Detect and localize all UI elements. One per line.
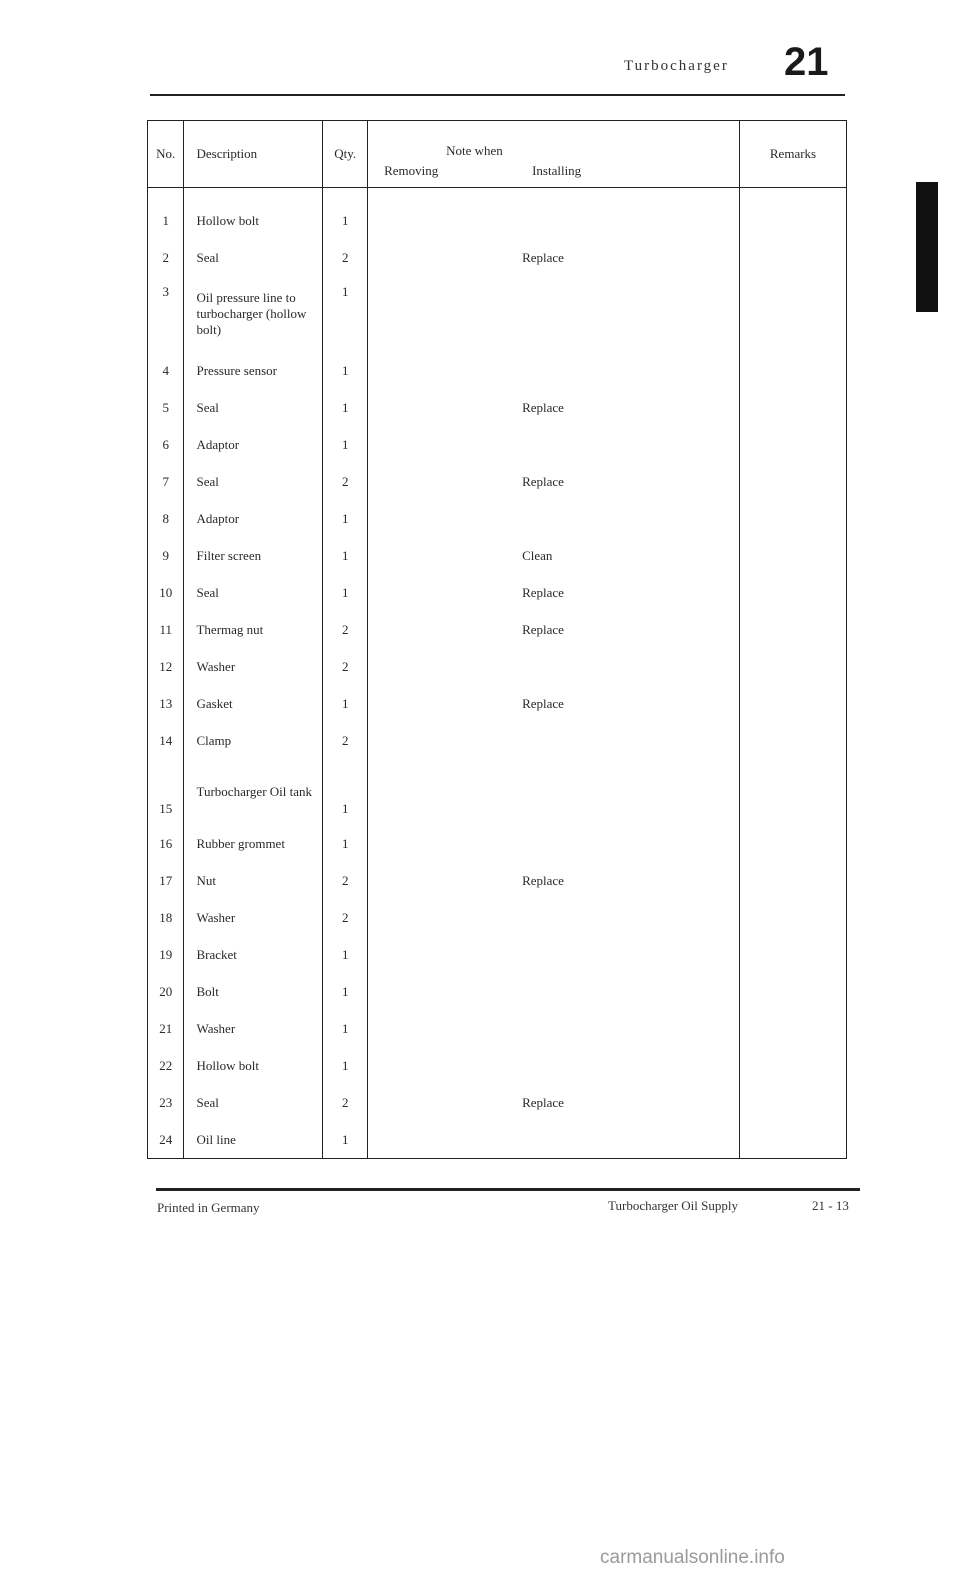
col-header-qty: Qty. xyxy=(323,121,368,188)
table-row xyxy=(148,611,847,648)
footer-printed-in: Printed in Germany xyxy=(157,1200,260,1215)
cell-description: Seal xyxy=(184,574,323,611)
cell-remarks xyxy=(740,463,847,500)
cell-installing-note xyxy=(368,500,740,537)
table-row xyxy=(148,1047,847,1084)
cell-description: Bolt xyxy=(184,973,323,1010)
cell-remarks xyxy=(740,1084,847,1121)
footer-page-number: 21 - 13 xyxy=(812,1198,849,1213)
cell-no: 22 xyxy=(148,1047,184,1084)
cell-qty: 1 xyxy=(323,1047,368,1084)
cell-description: Seal xyxy=(184,389,323,426)
cell-remarks xyxy=(740,936,847,973)
cell-no: 24 xyxy=(148,1121,184,1159)
cell-qty: 1 xyxy=(323,1121,368,1159)
cell-description: Hollow bolt xyxy=(184,1047,323,1084)
cell-qty: 1 xyxy=(323,825,368,862)
table-row xyxy=(148,574,847,611)
cell-qty: 1 xyxy=(323,276,368,352)
table-row xyxy=(148,239,847,276)
cell-qty: 1 xyxy=(323,352,368,389)
cell-no: 11 xyxy=(148,611,184,648)
table-row xyxy=(148,973,847,1010)
watermark: carmanualsonline.info xyxy=(600,1547,785,1568)
cell-description: Pressure sensor xyxy=(184,352,323,389)
cell-description: Turbocharger Oil tank xyxy=(184,759,323,825)
cell-qty: 2 xyxy=(323,463,368,500)
table-row xyxy=(148,1084,847,1121)
table-row xyxy=(148,1010,847,1047)
cell-installing-note xyxy=(368,899,740,936)
cell-remarks xyxy=(740,389,847,426)
table-row xyxy=(148,936,847,973)
cell-no: 17 xyxy=(148,862,184,899)
cell-remarks xyxy=(740,722,847,759)
cell-installing-note: Replace xyxy=(368,574,740,611)
cell-no: 9 xyxy=(148,537,184,574)
cell-installing-note: Replace xyxy=(368,463,740,500)
table-row xyxy=(148,352,847,389)
cell-no: 15 xyxy=(148,759,184,825)
cell-description: Filter screen xyxy=(184,537,323,574)
cell-description: Seal xyxy=(184,239,323,276)
removing-label: Removing xyxy=(384,163,439,178)
table-row xyxy=(148,648,847,685)
table-row xyxy=(148,825,847,862)
col-header-note-when xyxy=(368,121,740,188)
cell-installing-note xyxy=(368,648,740,685)
cell-remarks xyxy=(740,899,847,936)
cell-remarks xyxy=(740,276,847,352)
cell-no: 4 xyxy=(148,352,184,389)
cell-description: Thermag nut xyxy=(184,611,323,648)
cell-remarks xyxy=(740,239,847,276)
cell-description: Adaptor xyxy=(184,500,323,537)
cell-qty: 2 xyxy=(323,722,368,759)
cell-description: Adaptor xyxy=(184,426,323,463)
table-row xyxy=(148,685,847,722)
cell-installing-note: Replace xyxy=(368,239,740,276)
header-rule xyxy=(150,94,845,96)
cell-qty: 1 xyxy=(323,1010,368,1047)
cell-no: 10 xyxy=(148,574,184,611)
cell-description: Nut xyxy=(184,862,323,899)
cell-qty: 1 xyxy=(323,973,368,1010)
cell-no: 14 xyxy=(148,722,184,759)
section-number: 21 xyxy=(784,40,829,84)
cell-installing-note xyxy=(368,276,740,352)
cell-qty: 1 xyxy=(323,936,368,973)
cell-installing-note xyxy=(368,759,740,825)
table-row xyxy=(148,537,847,574)
cell-installing-note xyxy=(368,973,740,1010)
table-row xyxy=(148,500,847,537)
cell-installing-note: Replace xyxy=(368,611,740,648)
cell-remarks xyxy=(740,648,847,685)
cell-no: 23 xyxy=(148,1084,184,1121)
cell-qty: 1 xyxy=(323,188,368,240)
cell-installing-note xyxy=(368,426,740,463)
cell-no: 5 xyxy=(148,389,184,426)
cell-installing-note xyxy=(368,825,740,862)
cell-remarks xyxy=(740,611,847,648)
cell-installing-note: Replace xyxy=(368,685,740,722)
col-header-description: Description xyxy=(184,121,323,188)
cell-description: Hollow bolt xyxy=(184,188,323,240)
table-row xyxy=(148,188,847,240)
installing-label: Installing xyxy=(532,163,582,178)
cell-installing-note xyxy=(368,1121,740,1159)
cell-remarks xyxy=(740,1047,847,1084)
cell-installing-note: Replace xyxy=(368,862,740,899)
cell-qty: 1 xyxy=(323,389,368,426)
cell-installing-note xyxy=(368,1010,740,1047)
table-row xyxy=(148,1121,847,1159)
cell-installing-note xyxy=(368,1047,740,1084)
parts-table xyxy=(147,120,847,1159)
cell-no: 20 xyxy=(148,973,184,1010)
cell-qty: 1 xyxy=(323,426,368,463)
table-row xyxy=(148,463,847,500)
cell-remarks xyxy=(740,426,847,463)
cell-remarks xyxy=(740,685,847,722)
cell-no: 16 xyxy=(148,825,184,862)
cell-description: Washer xyxy=(184,1010,323,1047)
cell-qty: 2 xyxy=(323,1084,368,1121)
cell-remarks xyxy=(740,862,847,899)
cell-remarks xyxy=(740,1121,847,1159)
cell-qty: 2 xyxy=(323,648,368,685)
cell-description: Rubber grommet xyxy=(184,825,323,862)
cell-installing-note: Clean xyxy=(368,537,740,574)
col-header-no: No. xyxy=(148,121,184,188)
cell-remarks xyxy=(740,188,847,240)
cell-description: Clamp xyxy=(184,722,323,759)
cell-qty: 1 xyxy=(323,759,368,825)
table-row xyxy=(148,899,847,936)
cell-qty: 1 xyxy=(323,574,368,611)
cell-remarks xyxy=(740,500,847,537)
cell-qty: 1 xyxy=(323,500,368,537)
table-row xyxy=(148,759,847,825)
cell-qty: 1 xyxy=(323,685,368,722)
cell-no: 7 xyxy=(148,463,184,500)
cell-qty: 2 xyxy=(323,611,368,648)
table-header-row xyxy=(148,121,847,188)
table-row xyxy=(148,389,847,426)
cell-no: 2 xyxy=(148,239,184,276)
cell-remarks xyxy=(740,1010,847,1047)
page-header-title: Turbocharger xyxy=(624,58,729,74)
cell-description: Oil pressure line to turbocharger (hollow bolt) xyxy=(184,276,323,352)
cell-qty: 2 xyxy=(323,899,368,936)
cell-no: 12 xyxy=(148,648,184,685)
section-tab-marker xyxy=(916,182,938,312)
cell-installing-note xyxy=(368,188,740,240)
table-row xyxy=(148,722,847,759)
table-row xyxy=(148,862,847,899)
cell-installing-note: Replace xyxy=(368,389,740,426)
cell-remarks xyxy=(740,825,847,862)
cell-remarks xyxy=(740,759,847,825)
table-body xyxy=(148,188,847,1159)
cell-remarks xyxy=(740,973,847,1010)
cell-no: 18 xyxy=(148,899,184,936)
cell-description: Oil line xyxy=(184,1121,323,1159)
cell-no: 13 xyxy=(148,685,184,722)
cell-description: Bracket xyxy=(184,936,323,973)
cell-installing-note: Replace xyxy=(368,1084,740,1121)
col-header-remarks: Remarks xyxy=(740,121,847,188)
cell-remarks xyxy=(740,537,847,574)
cell-description: Seal xyxy=(184,463,323,500)
footer-section-title: Turbocharger Oil Supply xyxy=(608,1198,738,1213)
cell-installing-note xyxy=(368,936,740,973)
cell-description: Seal xyxy=(184,1084,323,1121)
cell-installing-note xyxy=(368,722,740,759)
table-row xyxy=(148,276,847,352)
note-when-label: Note when xyxy=(446,143,503,158)
cell-remarks xyxy=(740,574,847,611)
cell-no: 19 xyxy=(148,936,184,973)
cell-no: 21 xyxy=(148,1010,184,1047)
cell-no: 6 xyxy=(148,426,184,463)
cell-qty: 2 xyxy=(323,239,368,276)
footer-rule xyxy=(156,1188,860,1191)
cell-qty: 2 xyxy=(323,862,368,899)
cell-qty: 1 xyxy=(323,537,368,574)
cell-remarks xyxy=(740,352,847,389)
table-row xyxy=(148,426,847,463)
cell-description: Washer xyxy=(184,648,323,685)
cell-no: 1 xyxy=(148,188,184,240)
cell-description: Gasket xyxy=(184,685,323,722)
cell-no: 8 xyxy=(148,500,184,537)
cell-installing-note xyxy=(368,352,740,389)
cell-no: 3 xyxy=(148,276,184,352)
cell-description: Washer xyxy=(184,899,323,936)
